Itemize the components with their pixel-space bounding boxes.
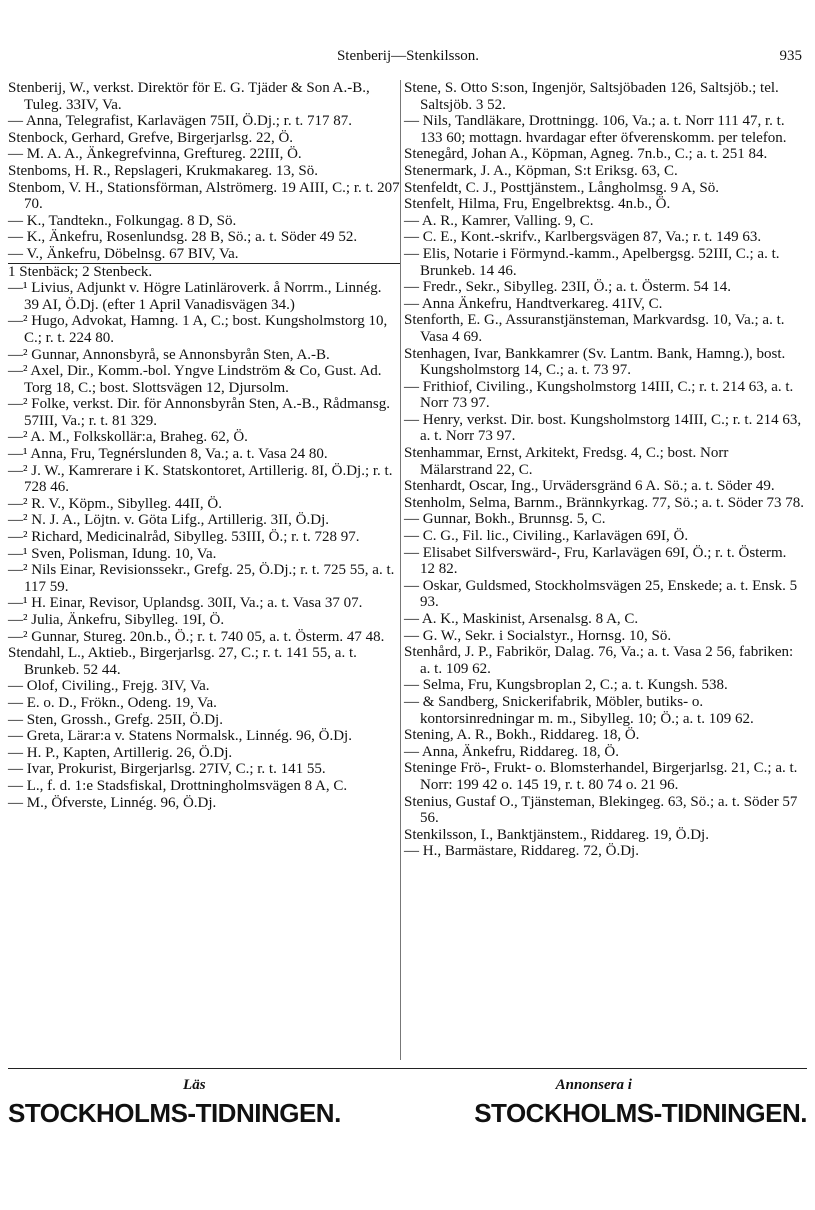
directory-entry: — Sten, Grossh., Grefg. 25II, Ö.Dj. [8, 711, 223, 728]
directory-entry: Stenius, Gustaf O., Tjänsteman, Blekingeg. 63, Sö.; a. t. Söder 57 56. [404, 793, 798, 827]
directory-entry: —² N. J. A., Löjtn. v. Göta Lifg., Artillerig. 3II, Ö.Dj. [8, 512, 329, 529]
directory-entry: — K., Tandtekn., Folkungag. 8 D, Sö. [8, 212, 237, 229]
page-number: 935 [779, 48, 802, 64]
directory-entry: — Henry, verkst. Dir. bost. Kungsholmstorg 14III, C.; r. t. 214 63, a. t. Norr 73 97. [404, 411, 802, 445]
directory-entry: —¹ Livius, Adjunkt v. Högre Latinläroverk. å Norrm., Linnég. 39 AI, Ö.Dj. (efter 1 April Vanadisvägen 34.) [8, 280, 382, 313]
directory-entry: — Elisabet Silfverswärd-, Fru, Karlavägen 69I, Ö.; r. t. Österm. 12 82. [404, 544, 787, 578]
directory-entry: — H. P., Kapten, Artillerig. 26, Ö.Dj. [8, 744, 233, 761]
directory-entry: — H., Barmästare, Riddareg. 72, Ö.Dj. [404, 843, 639, 860]
directory-entry: —² Folke, verkst. Dir. för Annonsbyrån Sten, A.-B., Rådmansg. 57III, Va.; r. t. 81 329. [8, 396, 390, 429]
directory-entry: — A. R., Kamrer, Valling. 9, C. [404, 212, 594, 229]
directory-entry: — Nils, Tandläkare, Drottningg. 106, Va.; a. t. Norr 111 47, r. t. 133 60; mottagn. hvardagar efter öfverenskomm. per telefon. [404, 113, 787, 146]
directory-entry: Stenkilsson, I., Banktjänstem., Riddareg. 19, Ö.Dj. [404, 826, 709, 843]
directory-entry: Stenegård, Johan A., Köpman, Agneg. 7n.b., C.; a. t. 251 84. [404, 146, 768, 163]
directory-entry: Stenbom, V. H., Stationsförman, Alströmerg. 19 AIII, C.; r. t. 207 70. [8, 179, 400, 213]
footer-left-big: STOCKHOLMS-TIDNINGEN. [8, 1098, 341, 1128]
directory-entry: — Anna, Änkefru, Riddareg. 18, Ö. [404, 743, 619, 760]
directory-entry: —² Gunnar, Annonsbyrå, se Annonsbyrån Sten, A.-B. [8, 346, 330, 363]
directory-entry: —¹ H. Einar, Revisor, Uplandsg. 30II, Va.; a. t. Vasa 37 07. [8, 595, 363, 612]
directory-entry: —² Hugo, Advokat, Hamng. 1 A, C.; bost. Kungsholmstorg 10, C.; r. t. 224 80. [8, 313, 388, 346]
footer-advertisement [8, 1068, 807, 1129]
directory-entry: 1 Stenbäck; 2 Stenbeck. [8, 263, 153, 280]
directory-entry: — V., Änkefru, Döbelnsg. 67 BIV, Va. [8, 246, 400, 264]
directory-entry: —² Richard, Medicinalråd, Sibylleg. 53III, Ö.; r. t. 728 97. [8, 529, 360, 546]
directory-entry: —¹ Anna, Fru, Tegnérslunden 8, Va.; a. t. Vasa 24 80. [8, 446, 328, 463]
directory-entry: Stenhammar, Ernst, Arkitekt, Fredsg. 4, C.; bost. Norr Mälarstrand 22, C. [404, 445, 729, 478]
directory-entry: — Selma, Fru, Kungsbroplan 2, C.; a. t. Kungsh. 538. [404, 677, 728, 694]
directory-entry: — M., Öfverste, Linnég. 96, Ö.Dj. [8, 794, 217, 811]
directory-entry: —² A. M., Folkskollär:a, Braheg. 62, Ö. [8, 429, 248, 446]
directory-entry: —¹ Sven, Polisman, Idung. 10, Va. [8, 545, 217, 562]
directory-entry: Stenermark, J. A., Köpman, S:t Eriksg. 63, C. [404, 162, 678, 179]
directory-entry: Stenbock, Gerhard, Grefve, Birgerjarlsg. 22, Ö. [8, 129, 294, 146]
directory-entry: — Frithiof, Civiling., Kungsholmstorg 14III, C.; r. t. 214 63, a. t. Norr 73 97. [404, 378, 794, 412]
directory-entry: — Oskar, Guldsmed, Stockholmsvägen 25, Enskede; a. t. Ensk. 5 93. [404, 577, 798, 611]
directory-entry: Stenholm, Selma, Barnm., Brännkyrkag. 77, Sö.; a. t. Söder 73 78. [404, 494, 804, 511]
footer-left-small: Läs [183, 1077, 206, 1093]
directory-entry: —² R. V., Köpm., Sibylleg. 44II, Ö. [8, 495, 222, 512]
directory-entry: Stenberij, W., verkst. Direktör för E. G. Tjäder & Son A.-B., Tuleg. 33IV, Va. [8, 80, 370, 113]
directory-entry: Stenforth, E. G., Assuranstjänsteman, Markvardsg. 10, Va.; a. t. Vasa 4 69. [404, 312, 785, 345]
column-divider [400, 80, 401, 1060]
directory-entry: — Anna Änkefru, Handtverkareg. 41IV, C. [404, 295, 663, 312]
directory-entry: — M. A. A., Änkegrefvinna, Greftureg. 22III, Ö. [8, 146, 302, 163]
directory-entry: — & Sandberg, Snickerifabrik, Möbler, butiks- o. kontorsinredningar m. m., Sibylleg. 10; Ö.; a. t. 109 62. [404, 693, 754, 727]
directory-entry: —² Axel, Dir., Komm.-bol. Yngve Lindström & Co, Gust. Ad. Torg 18, C.; bost. Slottsvägen 12, Djursolm. [8, 363, 382, 396]
footer-right-big: STOCKHOLMS-TIDNINGEN. [474, 1098, 807, 1128]
directory-entry: —² Nils Einar, Revisionssekr., Grefg. 25, Ö.Dj.; r. t. 725 55, a. t. 117 59. [8, 562, 395, 595]
left-column [8, 80, 400, 811]
directory-entry: Stenhardt, Oscar, Ing., Urvädersgränd 6 A. Sö.; a. t. Söder 49. [404, 478, 775, 495]
directory-entry: — A. K., Maskinist, Arsenalsg. 8 A, C. [404, 611, 639, 627]
page-header [14, 48, 802, 72]
directory-entry: — Gunnar, Bokh., Brunnsg. 5, C. [404, 511, 606, 528]
directory-entry: — Greta, Lärar:a v. Statens Normalsk., Linnég. 96, Ö.Dj. [8, 728, 352, 745]
directory-entry: — C. E., Kont.-skrifv., Karlbergsvägen 87, Va.; r. t. 149 63. [404, 229, 762, 246]
directory-entry: — Fredr., Sekr., Sibylleg. 23II, Ö.; a. t. Österm. 54 14. [404, 279, 732, 296]
directory-entry: — G. W., Sekr. i Socialstyr., Hornsg. 10, Sö. [404, 627, 672, 644]
directory-entry: — C. G., Fil. lic., Civiling., Karlavägen 69I, Ö. [404, 528, 689, 545]
directory-entry: Stenfeldt, C. J., Posttjänstem., Långholmsg. 9 A, Sö. [404, 179, 720, 196]
directory-entry: — Anna, Telegrafist, Karlavägen 75II, Ö.Dj.; r. t. 717 87. [8, 113, 353, 130]
directory-entry: Stene, S. Otto S:son, Ingenjör, Saltsjöbaden 126, Saltsjöb.; tel. Saltsjöb. 3 52. [404, 80, 779, 113]
directory-entry: Stenhård, J. P., Fabrikör, Dalag. 76, Va.; a. t. Vasa 2 56, fabriken: a. t. 109 62. [404, 644, 794, 677]
directory-entry: — Olof, Civiling., Frejg. 3IV, Va. [8, 678, 210, 695]
directory-entry: Stenhagen, Ivar, Bankkamrer (Sv. Lantm. Bank, Hamng.), bost. Kungsholmstorg 14, C.; a. t. 73 97. [404, 345, 786, 379]
directory-entry: —² Julia, Änkefru, Sibylleg. 19I, Ö. [8, 612, 225, 628]
right-column [404, 80, 804, 860]
page-title: Stenberij—Stenkilsson. [336, 48, 480, 64]
directory-entry: — Elis, Notarie i Förmynd.-kamm., Apelbergsg. 52III, C.; a. t. Brunkeb. 14 46. [404, 245, 780, 279]
directory-entry: Steninge Frö-, Frukt- o. Blomsterhandel, Birgerjarlsg. 21, C.; a. t. Norr: 199 42 o. 145 19, r. t. 80 74 o. 21 96. [404, 760, 798, 793]
directory-entry: — Ivar, Prokurist, Birgerjarlsg. 27IV, C.; r. t. 141 55. [8, 761, 326, 778]
footer-right-small: Annonsera i [555, 1077, 632, 1093]
directory-entry: — L., f. d. 1:e Stadsfiskal, Drottningholmsvägen 8 A, C. [8, 777, 348, 794]
directory-entry: Stening, A. R., Bokh., Riddareg. 18, Ö. [404, 727, 640, 744]
directory-entry: —² Gunnar, Stureg. 20n.b., Ö.; r. t. 740 05, a. t. Österm. 47 48. [8, 628, 385, 645]
directory-entry: Stenfelt, Hilma, Fru, Engelbrektsg. 4n.b., Ö. [404, 196, 671, 213]
directory-entry: —² J. W., Kamrerare i K. Statskontoret, Artillerig. 8I, Ö.Dj.; r. t. 728 46. [8, 462, 393, 496]
directory-entry: — E. o. D., Frökn., Odeng. 19, Va. [8, 694, 217, 711]
directory-entry: Stenboms, H. R., Repslageri, Krukmakareg. 13, Sö. [8, 162, 318, 179]
directory-entry: — K., Änkefru, Rosenlundsg. 28 B, Sö.; a. t. Söder 49 52. [8, 229, 358, 246]
directory-entry: Stendahl, L., Aktieb., Birgerjarlsg. 27, C.; r. t. 141 55, a. t. Brunkeb. 52 44. [8, 645, 357, 678]
